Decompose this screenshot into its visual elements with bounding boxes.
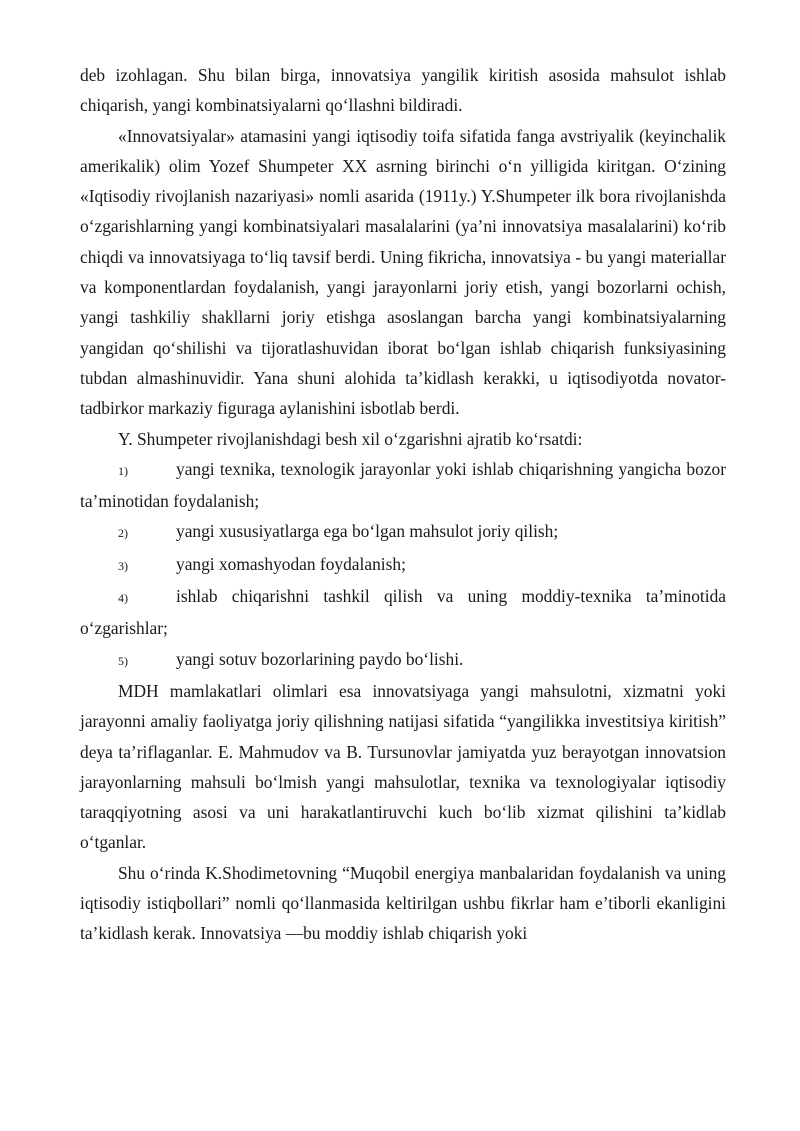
list-number: 3): [118, 558, 128, 573]
paragraph: Shu o‘rinda K.Shodimetovning “Muqobil energiya manbalaridan foydalanish va uning iqtisodiy istiqbollari” nomli qo‘llanmasida keltirilgan ushbu fikrlar ham e’tiborli ekanligini ta’kidlash kerak. Innovatsiya —bu moddiy ishlab chiqarish yoki: [80, 862, 726, 944]
list-item: [80, 581, 726, 644]
list-number: 2): [118, 526, 128, 541]
paragraph: «Innovatsiyalar» atamasini yangi iqtisodiy toifa sifatida fanga avstriyalik (keyinchalik amerikalik) olim Yozef Shumpeter XX asrning birinchi o‘n yilligida kiritgan. O‘zining «Iqtisodiy rivojlanish nazariyasi» nomli asarida (1911y.) Y.Shumpeter ilk bora rivojlanishda o‘zgarishlarning yangi kombinatsiyalari masalalarini (ya’ni innovatsiya masalalarini) ko‘rib chiqdi va innovatsiyaga to‘liq tavsif berdi. Uning fikricha, innovatsiya - bu yangi materiallar va komponentlardan foydalanish, yangi jarayonlarni joriy etish, yangi bozorlarni ochish, yangi tashkiliy shakllarni joriy etishga asoslangan barcha yangi kombinatsiyalarning yangidan qo‘shilishi va tijoratlashuvidan iborat bo‘lgan ishlab chiqarish funksiyasining tubdan almashinuvidir. Yana shuni alohida ta’kidlash kerakki, u iqtisodiyotda novator-tadbirkor markaziy figuraga aylanishini isbotlab berdi.: [80, 125, 726, 419]
list-item: [80, 454, 726, 517]
list-text: yangi xomashyodan foydalanish;: [176, 553, 406, 574]
list-text: yangi xususiyatlarga ega bo‘lgan mahsulot joriy qilish;: [176, 521, 559, 542]
list-text: yangi sotuv bozorlarining paydo bo‘lishi.: [176, 648, 464, 669]
document-page: [80, 60, 726, 949]
paragraph: Y. Shumpeter rivojlanishdagi besh xil o‘zgarishni ajratib ko‘rsatdi:: [118, 428, 583, 449]
list-number: 1): [118, 463, 128, 478]
list-number: 5): [118, 653, 128, 668]
list-text: ishlab chiqarishni tashkil qilish va uning moddiy-texnika ta’minotida o‘zgarishlar;: [80, 586, 726, 639]
list-item: [80, 516, 726, 548]
list-item: [80, 644, 726, 676]
paragraph: MDH mamlakatlari olimlari esa innovatsiyaga yangi mahsulotni, xizmatni yoki jarayonni amaliy faoliyatga joriy qilishning natijasi sifatida “yangilikka investitsiya kiritish” deya ta’riflaganlar. E. Mahmudov va B. Tursunovlar jamiyatda yuz berayotgan innovatsion jarayonlarning mahsuli bo‘lmish yangi mahsulotlar, texnika va texnologiyalar iqtisodiy taraqqiyotning asosi va uni harakatlantiruvchi kuch bo‘lib xizmat qilishini ta’kidlab o‘tganlar.: [80, 680, 726, 853]
list-number: 4): [118, 591, 128, 606]
list-item: [80, 549, 726, 581]
list-text: yangi texnika, texnologik jarayonlar yoki ishlab chiqarishning yangicha bozor ta’minotidan foydalanish;: [80, 458, 726, 512]
paragraph: deb izohlagan. Shu bilan birga, innovatsiya yangilik kiritish asosida mahsulot ishlab chiqarish, yangi kombinatsiyalarni qo‘llashni bildiradi.: [80, 65, 726, 116]
